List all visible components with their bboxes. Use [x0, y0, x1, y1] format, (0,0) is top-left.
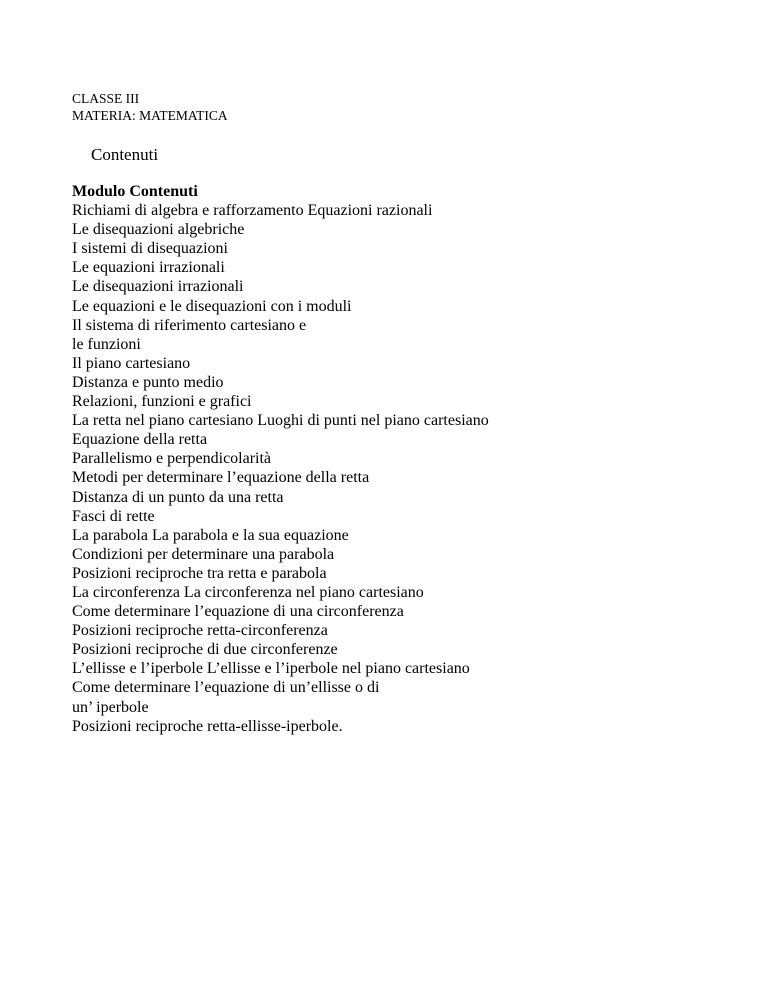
content-line: Il piano cartesiano — [72, 354, 191, 372]
content-line: La retta nel piano cartesiano Luoghi di punti nel piano cartesiano — [72, 412, 489, 430]
content-line: Posizioni reciproche retta-circonferenza — [72, 622, 328, 640]
content-line: Metodi per determinare l’equazione della retta — [72, 469, 370, 487]
content-line: L’ellisse e l’iperbole L’ellisse e l’iperbole nel piano cartesiano — [72, 660, 470, 678]
content-line: Le disequazioni algebriche — [72, 221, 245, 239]
content-line: Equazione della retta — [72, 431, 208, 449]
document-header — [72, 90, 228, 124]
section-title: Contenuti — [91, 145, 159, 164]
content-line: Relazioni, funzioni e grafici — [72, 393, 252, 411]
content-line: Come determinare l’equazione di un’ellisse o di — [72, 679, 380, 697]
content-line: Fasci di rette — [72, 507, 155, 525]
content-line: Posizioni reciproche di due circonferenze — [72, 641, 338, 659]
content-line: Le equazioni e le disequazioni con i moduli — [72, 297, 352, 315]
content-line: Distanza e punto medio — [72, 373, 224, 391]
subject-label: MATERIA: MATEMATICA — [72, 108, 228, 123]
content-line: Parallelismo e perpendicolarità — [72, 450, 272, 468]
content-line: Richiami di algebra e rafforzamento Equazioni razionali — [72, 202, 433, 220]
content-line: un’ iperbole — [72, 698, 149, 716]
content-line: I sistemi di disequazioni — [72, 240, 228, 258]
content-line: Il sistema di riferimento cartesiano e — [72, 316, 307, 334]
content-line: Come determinare l’equazione di una circonferenza — [72, 603, 404, 621]
content-line: Le disequazioni irrazionali — [72, 278, 244, 296]
content-heading: Modulo Contenuti — [72, 183, 198, 200]
content-line: La parabola La parabola e la sua equazione — [72, 526, 349, 544]
content-line: Posizioni reciproche retta-ellisse-iperbole. — [72, 717, 343, 735]
content-line: Le equazioni irrazionali — [72, 259, 225, 277]
content-line: le funzioni — [72, 335, 141, 353]
content-line: La circonferenza La circonferenza nel piano cartesiano — [72, 583, 424, 601]
class-label: CLASSE III — [72, 91, 140, 106]
content-line: Distanza di un punto da una retta — [72, 488, 284, 506]
content-list — [72, 182, 489, 736]
content-line: Posizioni reciproche tra retta e parabola — [72, 564, 327, 582]
content-line: Condizioni per determinare una parabola — [72, 545, 335, 563]
